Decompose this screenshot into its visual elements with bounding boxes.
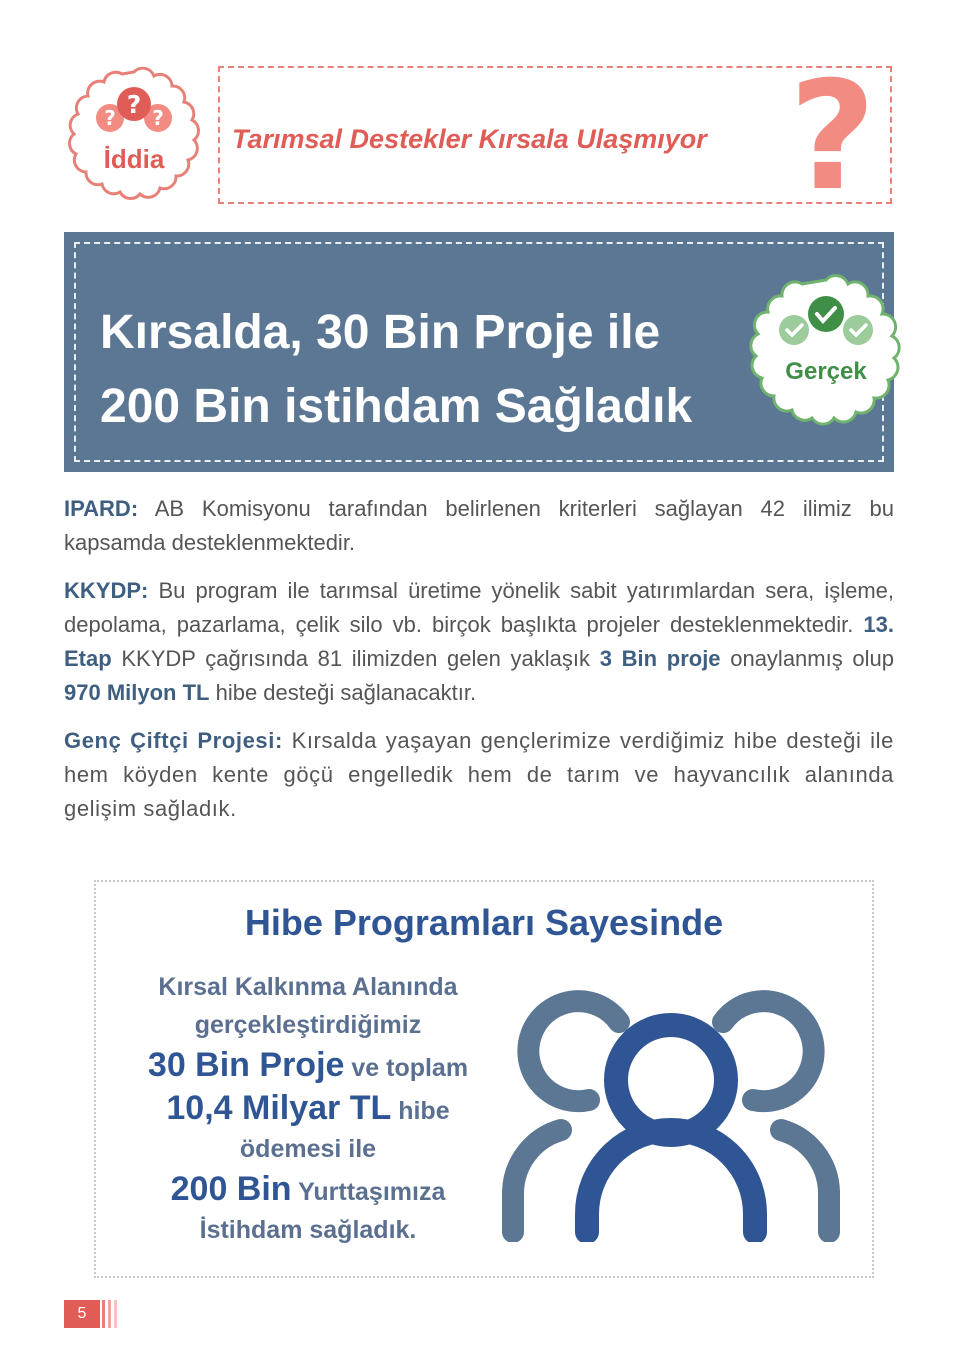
paragraph-kkydp [64, 574, 894, 710]
fact-badge-label: Gerçek [785, 358, 867, 385]
claim-box [218, 50, 892, 224]
claim-badge [66, 66, 202, 202]
info-line-1: Kırsal Kalkınma Alanında [158, 973, 458, 1001]
ipard-text: AB Komisyonu tarafından belirlenen kriterleri sağlayan 42 ilimiz bu kapsamda desteklenmektedir. [64, 496, 894, 555]
fact-title-line-2: 200 Bin istihdam Sağladık [100, 380, 693, 433]
info-line-3 [118, 1044, 498, 1087]
fact-badge [748, 272, 904, 428]
svg-text:?: ? [126, 90, 142, 119]
kkydp-text-3: onaylanmış olup [720, 646, 895, 671]
kkydp-project-count: 3 Bin proje [599, 646, 721, 671]
info-employment-count: 200 Bin [170, 1170, 292, 1208]
question-mark-icon: ? [788, 50, 876, 224]
genc-label: Genç Çiftçi Projesi: [64, 728, 283, 753]
info-line-5: ödemesi ile [239, 1135, 377, 1163]
claim-title: Tarımsal Destekler Kırsala Ulaşmıyor [232, 124, 707, 154]
claim-badge-shape [66, 66, 202, 202]
info-line-4-suffix: hibe [391, 1097, 450, 1125]
kkydp-label: KKYDP: [64, 578, 149, 603]
info-line-6-suffix: Yurttaşımıza [291, 1178, 446, 1206]
genc-text: Kırsalda yaşayan gençlerimize verdiğimiz hibe desteği ile hem köyden kente göçü engelledik hem de tarım ve hayvancılık alanında gelişim sağladık. [64, 728, 894, 821]
kkydp-text-1: Bu program ile tarımsal üretime yönelik sabit yatırımlardan sera, işleme, depolama, pazarlama, çelik silo vb. birçok başlıkta projeler desteklenmektedir. [64, 578, 894, 637]
page-number-stripes [100, 1300, 120, 1328]
svg-text:?: ? [104, 106, 116, 130]
fact-title-line-1: Kırsalda, 30 Bin Proje ile [100, 306, 661, 359]
kkydp-etap: 13. Etap [64, 612, 894, 671]
kkydp-text-4: hibe desteği sağlanacaktır. [209, 680, 477, 705]
claim-badge-label: İddia [103, 144, 165, 174]
people-group-icon [491, 982, 851, 1242]
svg-text:?: ? [152, 106, 164, 130]
fact-badge-shape [748, 272, 904, 428]
info-text [118, 968, 498, 1249]
kkydp-amount: 970 Milyon TL [64, 680, 210, 705]
info-line-7: İstihdam sağladık. [199, 1216, 417, 1244]
info-line-3-suffix: ve toplam [344, 1054, 469, 1082]
info-line-4 [118, 1087, 498, 1130]
info-box [94, 880, 874, 1278]
paragraph-ipard [64, 492, 894, 560]
fact-title [100, 296, 760, 444]
info-line-2: gerçekleştirdiğimiz [194, 1011, 422, 1039]
info-line-6 [118, 1168, 498, 1211]
kkydp-text-2: KKYDP çağrısında 81 ilimizden gelen yaklaşık [111, 646, 600, 671]
info-total-amount: 10,4 Milyar TL [166, 1089, 392, 1127]
paragraph-genc-ciftci [64, 724, 894, 826]
info-title: Hibe Programları Sayesinde [244, 902, 724, 943]
ipard-label: IPARD: [64, 496, 139, 521]
info-project-count: 30 Bin Proje [147, 1046, 345, 1084]
page-number: 5 [64, 1300, 100, 1328]
